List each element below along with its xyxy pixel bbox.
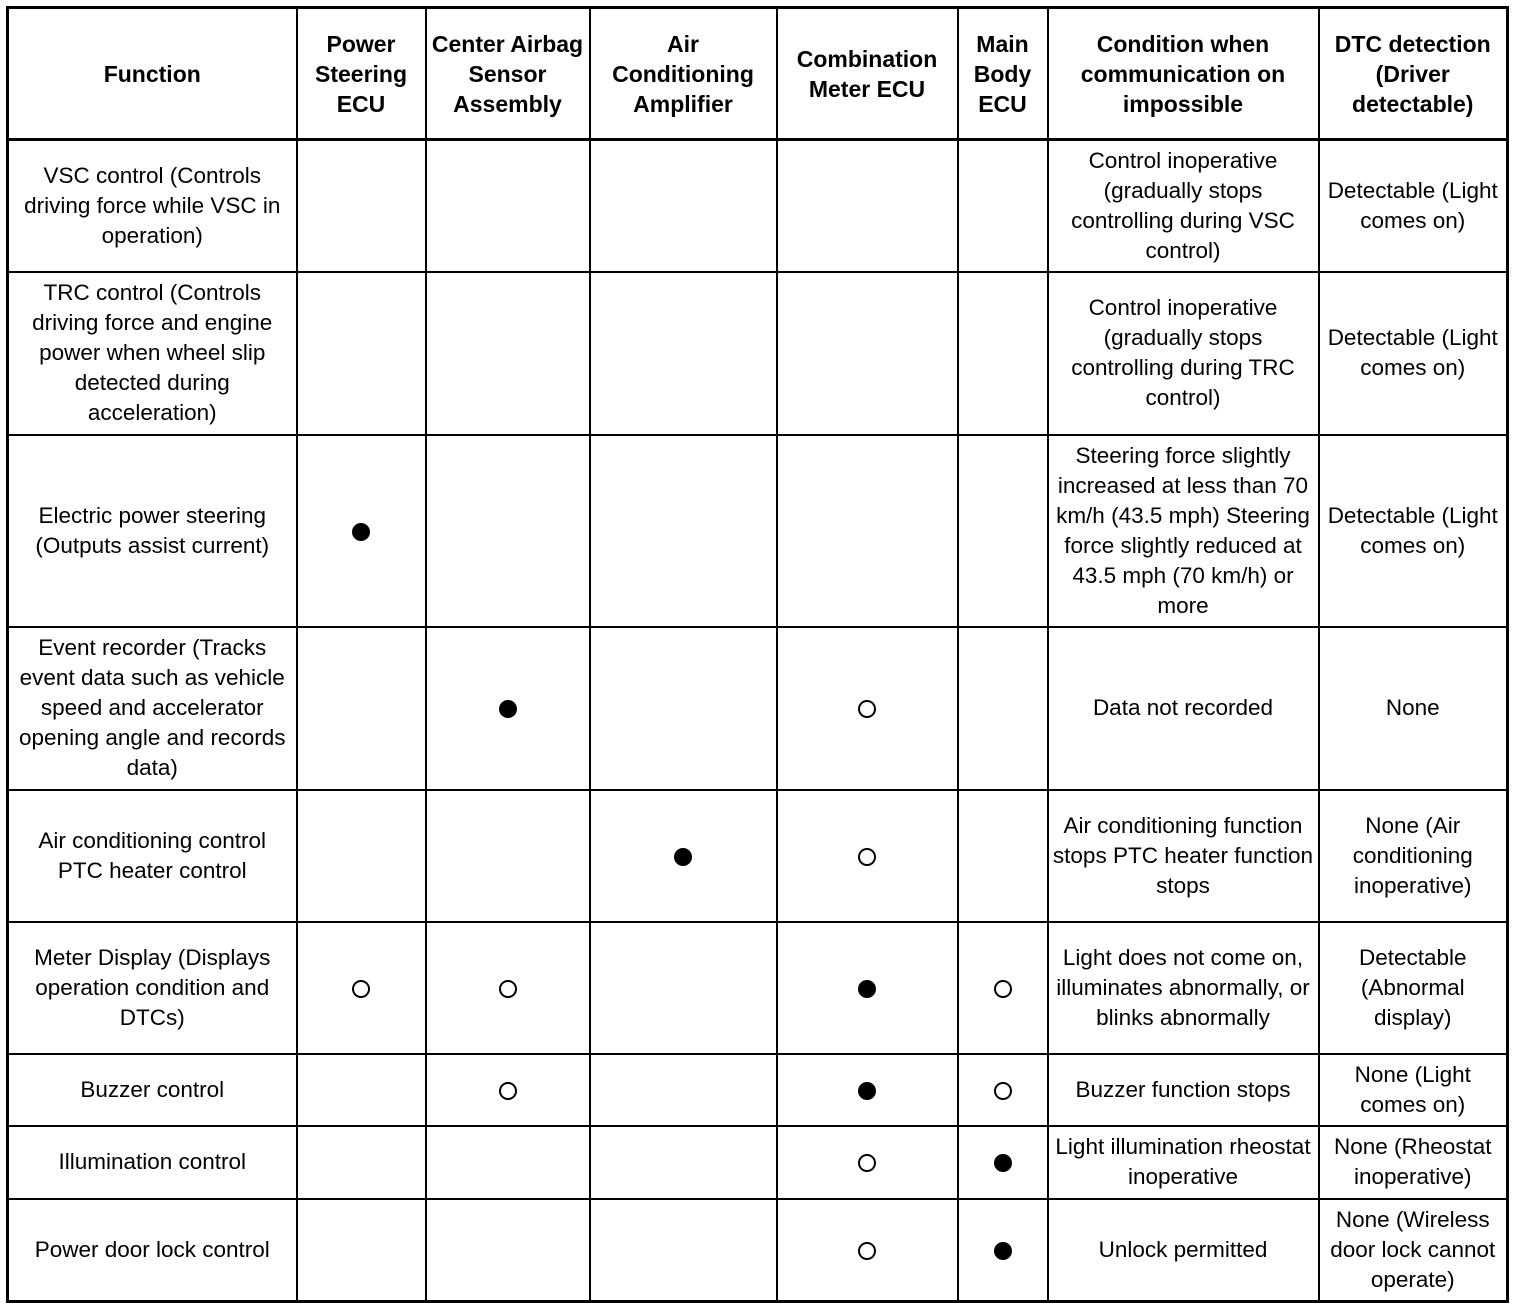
dtc-cell: Detectable (Light comes on) (1319, 435, 1508, 627)
air-conditioning-cell (590, 1199, 777, 1302)
main-body-cell (958, 1054, 1048, 1126)
condition-cell: Unlock permitted (1048, 1199, 1319, 1302)
power-steering-cell (297, 272, 426, 435)
main-body-cell (958, 272, 1048, 435)
filled-circle-icon (858, 980, 876, 998)
meter-cell (777, 1199, 958, 1302)
table-row (8, 922, 1508, 1054)
col-header-main-body-ecu: Main Body ECU (958, 8, 1048, 140)
airbag-cell (426, 1054, 590, 1126)
function-cell: Illumination control (8, 1126, 297, 1199)
hollow-circle-icon (858, 700, 876, 718)
col-header-dtc-detection: DTC detection (Driver detectable) (1319, 8, 1508, 140)
table-row (8, 272, 1508, 435)
table-row (8, 1126, 1508, 1199)
function-cell: Air conditioning control PTC heater control (8, 790, 297, 922)
air-conditioning-cell (590, 627, 777, 790)
filled-circle-icon (352, 523, 370, 541)
main-body-cell (958, 1126, 1048, 1199)
dtc-cell: Detectable (Light comes on) (1319, 140, 1508, 272)
power-steering-cell (297, 1054, 426, 1126)
col-header-power-steering-ecu: Power Steering ECU (297, 8, 426, 140)
main-body-cell (958, 627, 1048, 790)
dtc-cell: Detectable (Light comes on) (1319, 272, 1508, 435)
main-body-cell (958, 1199, 1048, 1302)
meter-cell (777, 272, 958, 435)
function-cell: Event recorder (Tracks event data such as vehicle speed and accelerator opening angle and records data) (8, 627, 297, 790)
hollow-circle-icon (499, 980, 517, 998)
communication-function-table (6, 6, 1509, 1303)
table-row (8, 790, 1508, 922)
dtc-cell: None (Rheostat inoperative) (1319, 1126, 1508, 1199)
function-cell: Power door lock control (8, 1199, 297, 1302)
condition-cell: Control inoperative (gradually stops controlling during TRC control) (1048, 272, 1319, 435)
hollow-circle-icon (352, 980, 370, 998)
col-header-air-conditioning-amplifier: Air Conditioning Amplifier (590, 8, 777, 140)
condition-cell: Control inoperative (gradually stops controlling during VSC control) (1048, 140, 1319, 272)
meter-cell (777, 922, 958, 1054)
airbag-cell (426, 922, 590, 1054)
condition-cell: Steering force slightly increased at less than 70 km/h (43.5 mph) Steering force slightly reduced at 43.5 mph (70 km/h) or more (1048, 435, 1319, 627)
air-conditioning-cell (590, 790, 777, 922)
power-steering-cell (297, 1199, 426, 1302)
dtc-cell: None (1319, 627, 1508, 790)
col-header-function: Function (8, 8, 297, 140)
function-cell: Electric power steering (Outputs assist current) (8, 435, 297, 627)
col-header-center-airbag-sensor: Center Airbag Sensor Assembly (426, 8, 590, 140)
meter-cell (777, 1126, 958, 1199)
airbag-cell (426, 1126, 590, 1199)
power-steering-cell (297, 922, 426, 1054)
air-conditioning-cell (590, 1054, 777, 1126)
table-row (8, 435, 1508, 627)
meter-cell (777, 627, 958, 790)
airbag-cell (426, 140, 590, 272)
dtc-cell: None (Light comes on) (1319, 1054, 1508, 1126)
air-conditioning-cell (590, 272, 777, 435)
airbag-cell (426, 627, 590, 790)
table-row (8, 1054, 1508, 1126)
power-steering-cell (297, 790, 426, 922)
air-conditioning-cell (590, 1126, 777, 1199)
dtc-cell: None (Wireless door lock cannot operate) (1319, 1199, 1508, 1302)
airbag-cell (426, 272, 590, 435)
function-cell: Buzzer control (8, 1054, 297, 1126)
hollow-circle-icon (858, 848, 876, 866)
dtc-cell: None (Air conditioning inoperative) (1319, 790, 1508, 922)
dtc-cell: Detectable (Abnormal display) (1319, 922, 1508, 1054)
hollow-circle-icon (994, 980, 1012, 998)
meter-cell (777, 790, 958, 922)
air-conditioning-cell (590, 922, 777, 1054)
power-steering-cell (297, 435, 426, 627)
condition-cell: Data not recorded (1048, 627, 1319, 790)
condition-cell: Buzzer function stops (1048, 1054, 1319, 1126)
meter-cell (777, 435, 958, 627)
main-body-cell (958, 140, 1048, 272)
meter-cell (777, 140, 958, 272)
airbag-cell (426, 1199, 590, 1302)
main-body-cell (958, 922, 1048, 1054)
table-row (8, 627, 1508, 790)
table-row (8, 140, 1508, 272)
meter-cell (777, 1054, 958, 1126)
main-body-cell (958, 790, 1048, 922)
airbag-cell (426, 435, 590, 627)
filled-circle-icon (994, 1154, 1012, 1172)
main-body-cell (958, 435, 1048, 627)
col-header-condition: Condition when communication on impossible (1048, 8, 1319, 140)
air-conditioning-cell (590, 140, 777, 272)
table-row (8, 1199, 1508, 1302)
filled-circle-icon (858, 1082, 876, 1100)
power-steering-cell (297, 1126, 426, 1199)
function-cell: VSC control (Controls driving force while VSC in operation) (8, 140, 297, 272)
power-steering-cell (297, 140, 426, 272)
condition-cell: Light illumination rheostat inoperative (1048, 1126, 1319, 1199)
condition-cell: Light does not come on, illuminates abnormally, or blinks abnormally (1048, 922, 1319, 1054)
airbag-cell (426, 790, 590, 922)
function-cell: TRC control (Controls driving force and engine power when wheel slip detected during acceleration) (8, 272, 297, 435)
hollow-circle-icon (994, 1082, 1012, 1100)
air-conditioning-cell (590, 435, 777, 627)
filled-circle-icon (674, 848, 692, 866)
header-row (8, 8, 1508, 140)
hollow-circle-icon (858, 1242, 876, 1260)
filled-circle-icon (499, 700, 517, 718)
hollow-circle-icon (499, 1082, 517, 1100)
filled-circle-icon (994, 1242, 1012, 1260)
condition-cell: Air conditioning function stops PTC heater function stops (1048, 790, 1319, 922)
function-cell: Meter Display (Displays operation condition and DTCs) (8, 922, 297, 1054)
col-header-combination-meter-ecu: Combination Meter ECU (777, 8, 958, 140)
hollow-circle-icon (858, 1154, 876, 1172)
power-steering-cell (297, 627, 426, 790)
